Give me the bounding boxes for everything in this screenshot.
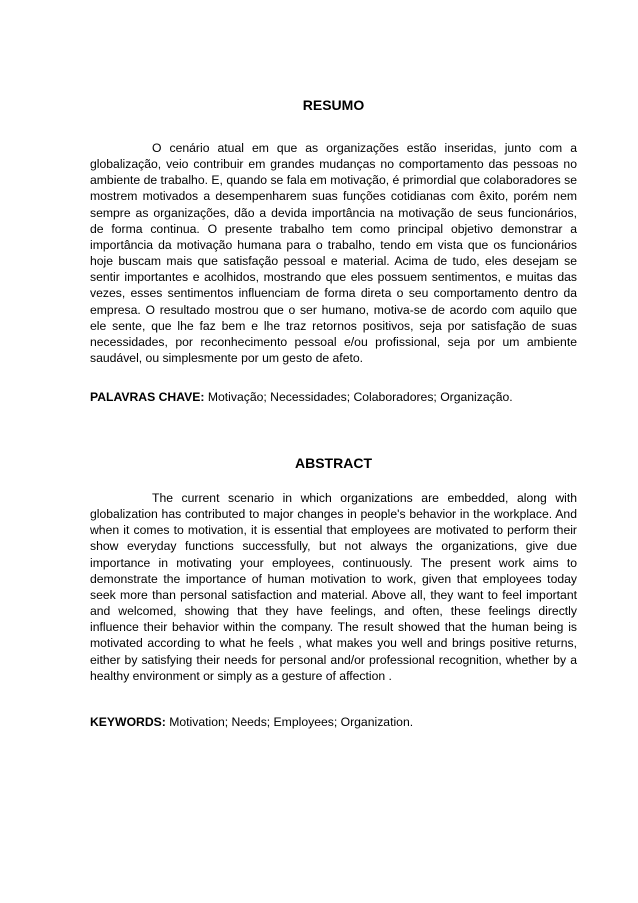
abstract-keywords-label: KEYWORDS: [90,715,166,729]
resumo-keywords [90,389,577,405]
abstract-body-text: The current scenario in which organizations are embedded, along with globalization has contributed to major changes in people's behavior in the workplace. And when it comes to motivation, it is essential that employees are motivated to perform their show everyday functions successfully, but not always the organizations, give due importance in motivating your employees, continuously. The present work aims to demonstrate the importance of human motivation to work, given that employees today seek more than personal satisfaction and material. Above all, they want to feel important and welcomed, showing that they have feelings, and often, these feelings directly influence their behavior within the company. The result showed that the human being is motivated according to what he feels , what makes you well and brings positive returns, either by satisfying their needs for personal and/or professional recognition, whether by a healthy environment or simply as a gesture of affection . [90,491,577,683]
abstract-title: ABSTRACT [295,455,372,471]
abstract-body [90,490,577,684]
abstract-keywords-value: Motivation; Needs; Employees; Organization. [169,715,414,729]
resumo-keywords-label: PALAVRAS CHAVE: [90,390,205,404]
resumo-keywords-value: Motivação; Necessidades; Colaboradores; Organização. [207,390,513,404]
resumo-body-wrap [90,140,577,366]
resumo-body [90,140,577,366]
resumo-title: RESUMO [302,97,365,113]
resumo-heading-wrap [90,97,577,113]
abstract-body-wrap [90,490,577,684]
abstract-heading-wrap [90,455,577,471]
resumo-body-text: O cenário atual em que as organizações estão inseridas, junto com a globalização, veio contribuir em grandes mudanças no comportamento das pessoas no ambiente de trabalho. E, quando se fala em motivação, é primordial que colaboradores se mostrem motivados a desempenharem suas funções cotidianas com êxito, porém nem sempre as organizações, dão a devida importância na motivação de seus funcionários, de forma continua. O presente trabalho tem como principal objetivo demonstrar a importância da motivação humana para o trabalho, tendo em vista que os funcionários hoje buscam mais que satisfação pessoal e material. Acima de tudo, eles desejam se sentir importantes e acolhidos, mostrando que eles possuem sentimentos, e muitas das vezes, esses sentimentos influenciam de forma direta o seu comportamento dentro da empresa. O resultado mostrou que o ser humano, motiva-se de acordo com aquilo que ele sente, que lhe faz bem e lhe traz retornos positivos, seja por satisfação de suas necessidades, por reconhecimento pessoal e/ou profissional, seja por um ambiente saudável, ou simplesmente por um gesto de afeto. [90,141,577,366]
abstract-keywords [90,714,577,730]
